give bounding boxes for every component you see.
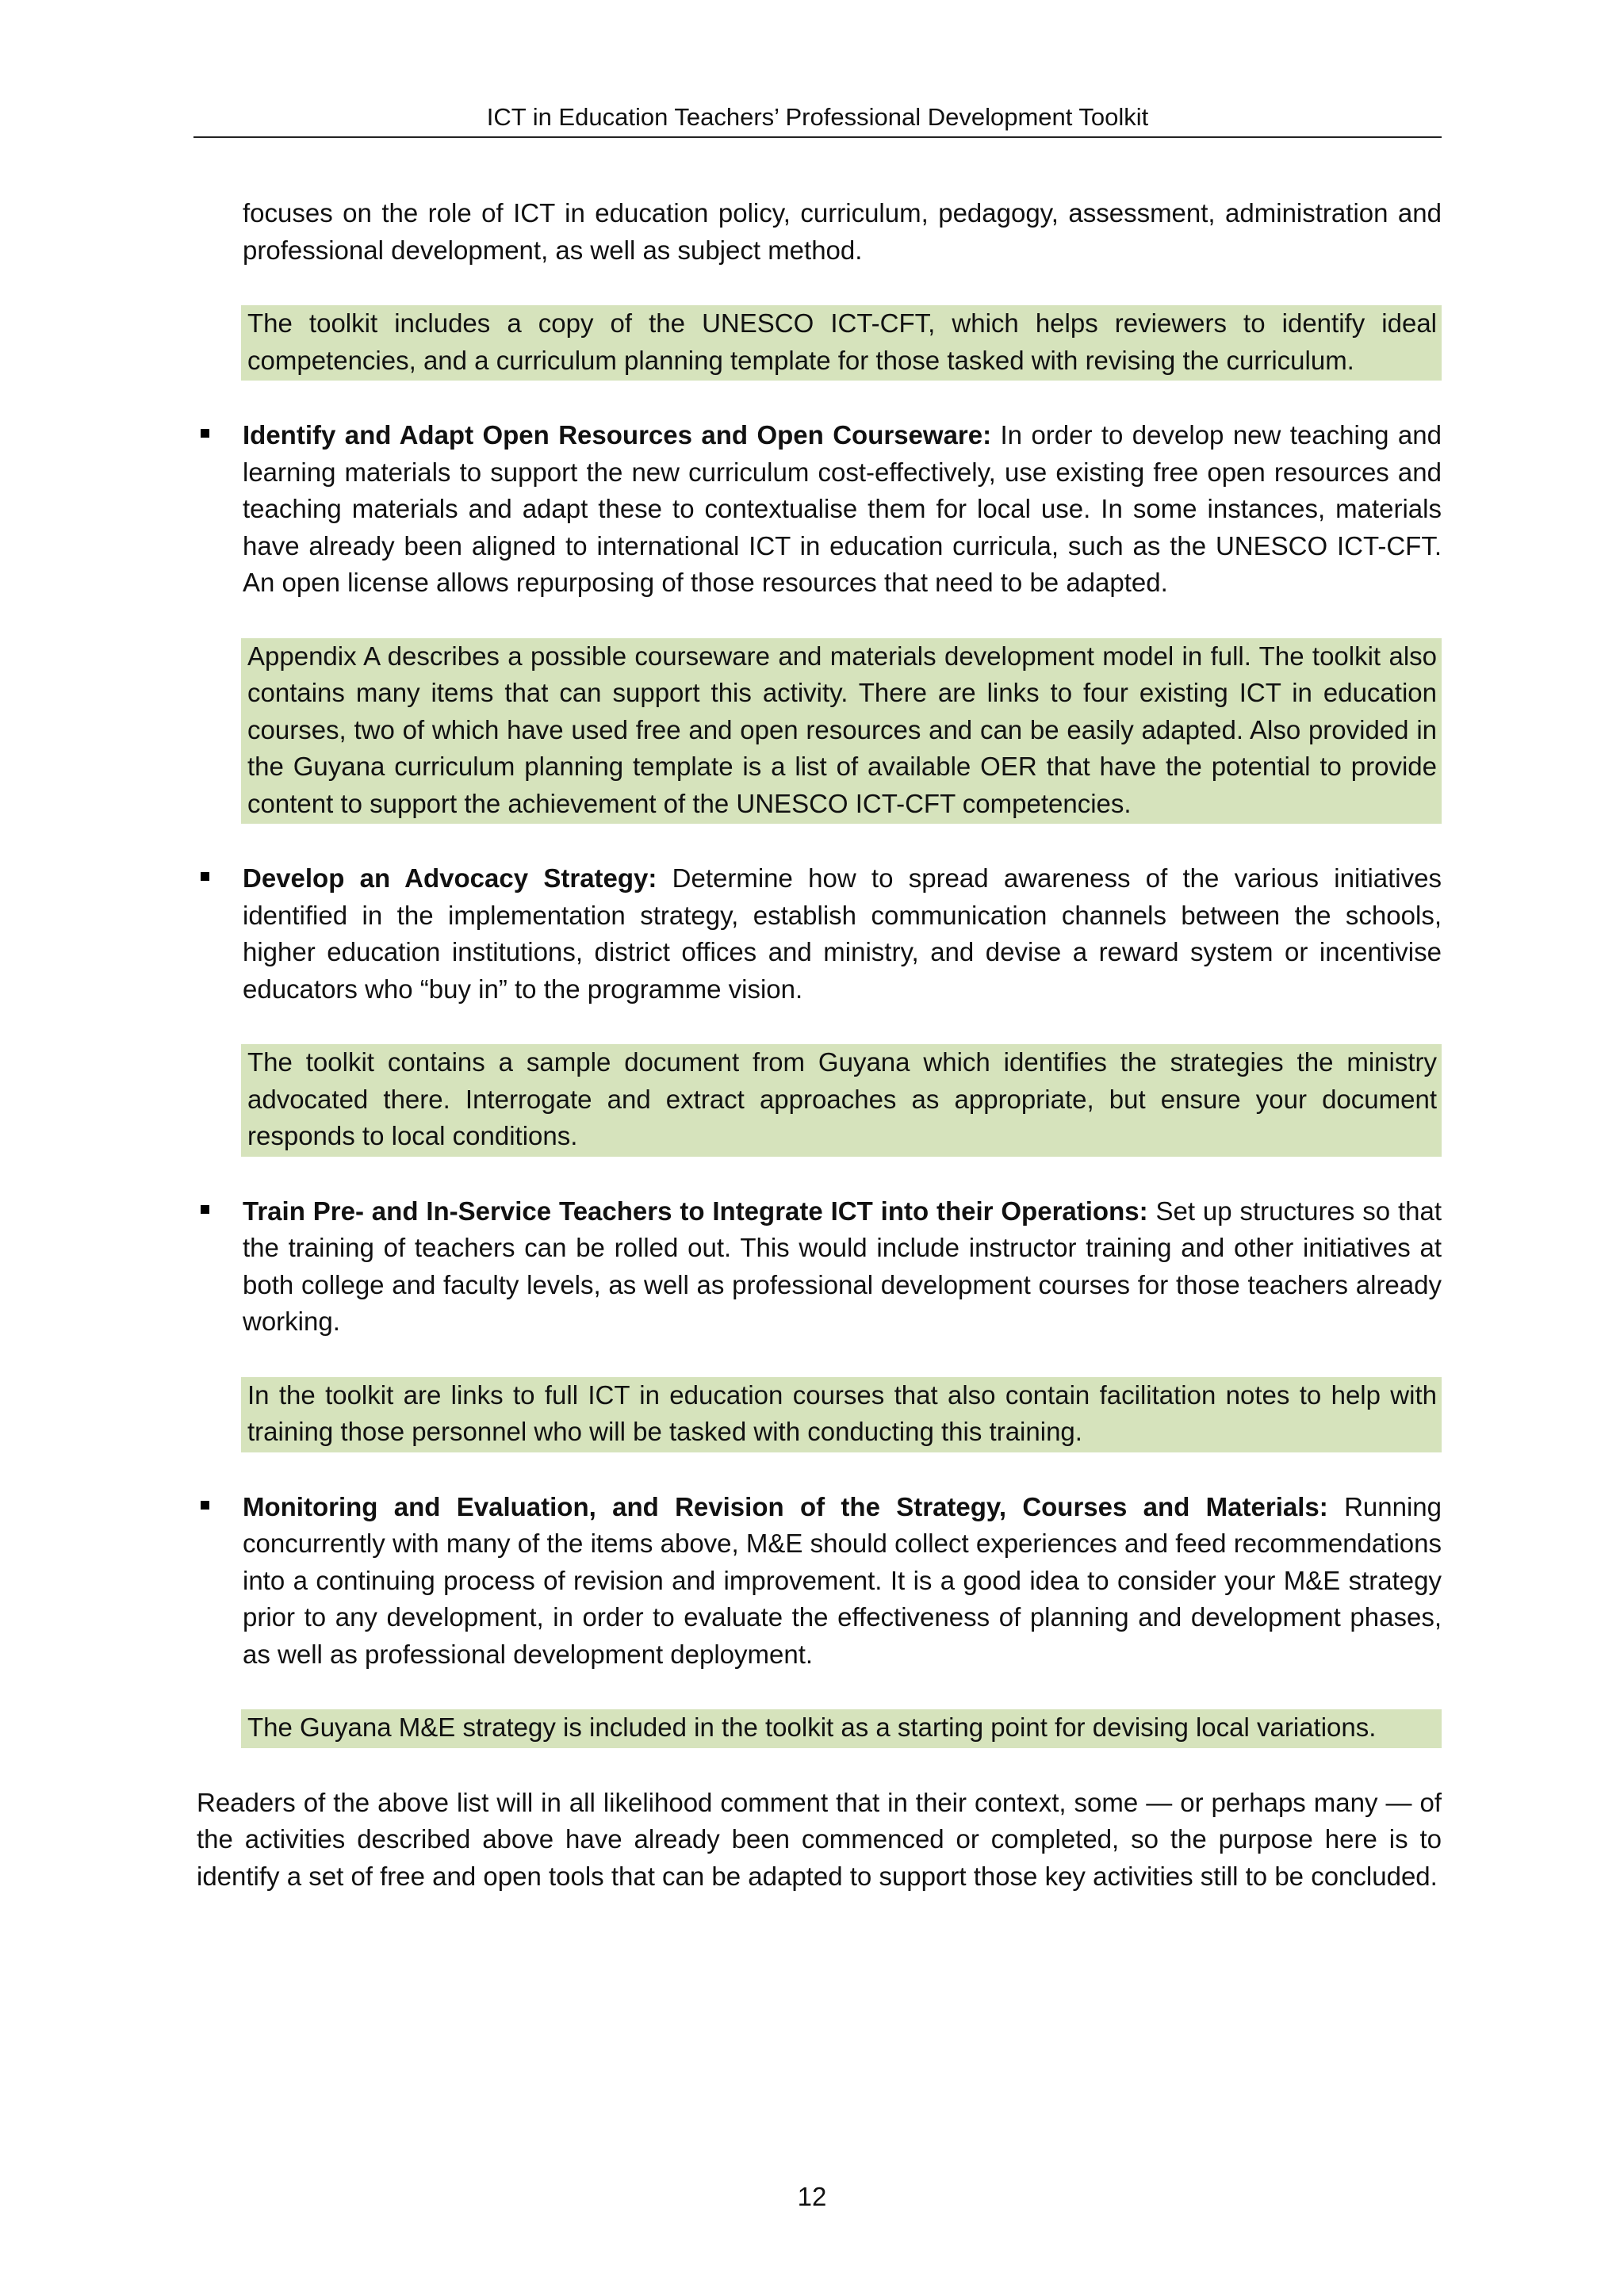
square-bullet-icon <box>201 1205 209 1214</box>
square-bullet-icon <box>201 429 209 438</box>
page-number: 12 <box>797 2182 827 2211</box>
list-item-title: Monitoring and Evaluation, and Revision of the Strategy, Courses and Materials: <box>243 1491 1328 1521</box>
list-item-text: Set up structures so that the training of teachers can be rolled out. This would include instructor training and other initiatives at both college and faculty levels, as well as professional development courses for those teachers already working. <box>243 1196 1442 1336</box>
list-item-text: Running concurrently with many of the items above, M&E should collect experiences and feed recommendations into a continuing process of revision and improvement. It is a good idea to consider your M&E strategy prior to any development, in order to evaluate the effectiveness of planning and development phases, as well as professional development deployment. <box>243 1491 1442 1669</box>
intro-paragraph: focuses on the role of ICT in education policy, curriculum, pedagogy, assessment, administration and professional development, as well as subject method. <box>243 198 1442 265</box>
list-item-text: Determine how to spread awareness of the various initiatives identified in the implementation strategy, establish communication channels between the schools, higher education institutions, district offices and ministry, and devise a reward system or incentivise educators who “buy in” to the programme vision. <box>243 863 1442 1004</box>
list-item <box>193 1193 1442 1341</box>
list-item-highlight-note: The Guyana M&E strategy is included in the toolkit as a starting point for devising local variations. <box>241 1709 1442 1748</box>
intro-highlight-note: The toolkit includes a copy of the UNESCO ICT-CFT, which helps reviewers to identify ideal competencies, and a curriculum planning template for those tasked with revising the curriculum. <box>241 305 1442 381</box>
list-item-highlight-note: In the toolkit are links to full ICT in education courses that also contain facilitation notes to help with training those personnel who will be tasked with conducting this training. <box>241 1377 1442 1452</box>
list-item <box>193 1489 1442 1674</box>
square-bullet-icon <box>201 1501 209 1510</box>
page-body <box>193 195 1442 1895</box>
list-item-text: In order to develop new teaching and learning materials to support the new curriculum cost-effectively, use existing free open resources and teaching materials and adapt these to contextualise them for local use. In some instances, materials have already been aligned to international ICT in education curricula, such as the UNESCO ICT-CFT. An open license allows repurposing of those resources that need to be adapted. <box>243 420 1442 597</box>
list-item <box>193 860 1442 1008</box>
page-header: ICT in Education Teachers’ Professional Development Toolkit <box>193 98 1442 138</box>
square-bullet-icon <box>201 872 209 881</box>
list-item <box>193 417 1442 602</box>
list-item-title: Develop an Advocacy Strategy: <box>243 863 657 893</box>
list-item-highlight-note: The toolkit contains a sample document from Guyana which identifies the strategies the ministry advocated there. Interrogate and extract approaches as appropriate, but ensure your document responds to local conditions. <box>241 1044 1442 1157</box>
list-item-title: Identify and Adapt Open Resources and Open Courseware: <box>243 420 992 450</box>
list-item-highlight-note: Appendix A describes a possible courseware and materials development model in full. The toolkit also contains many items that can support this activity. There are links to four existing ICT in education courses, two of which have used free and open resources and can be easily adapted. Also provided in the Guyana curriculum planning template is a list of available OER that have the potential to provide content to support the achievement of the UNESCO ICT-CFT competencies. <box>241 638 1442 825</box>
closing-paragraph: Readers of the above list will in all likelihood comment that in their context, some — or perhaps many — of the activities described above have already been commenced or completed, so the purpose here is to identify a set of free and open tools that can be adapted to support those key activities still to be concluded. <box>197 1787 1442 1891</box>
list-item-title: Train Pre- and In-Service Teachers to Integrate ICT into their Operations: <box>243 1196 1148 1226</box>
